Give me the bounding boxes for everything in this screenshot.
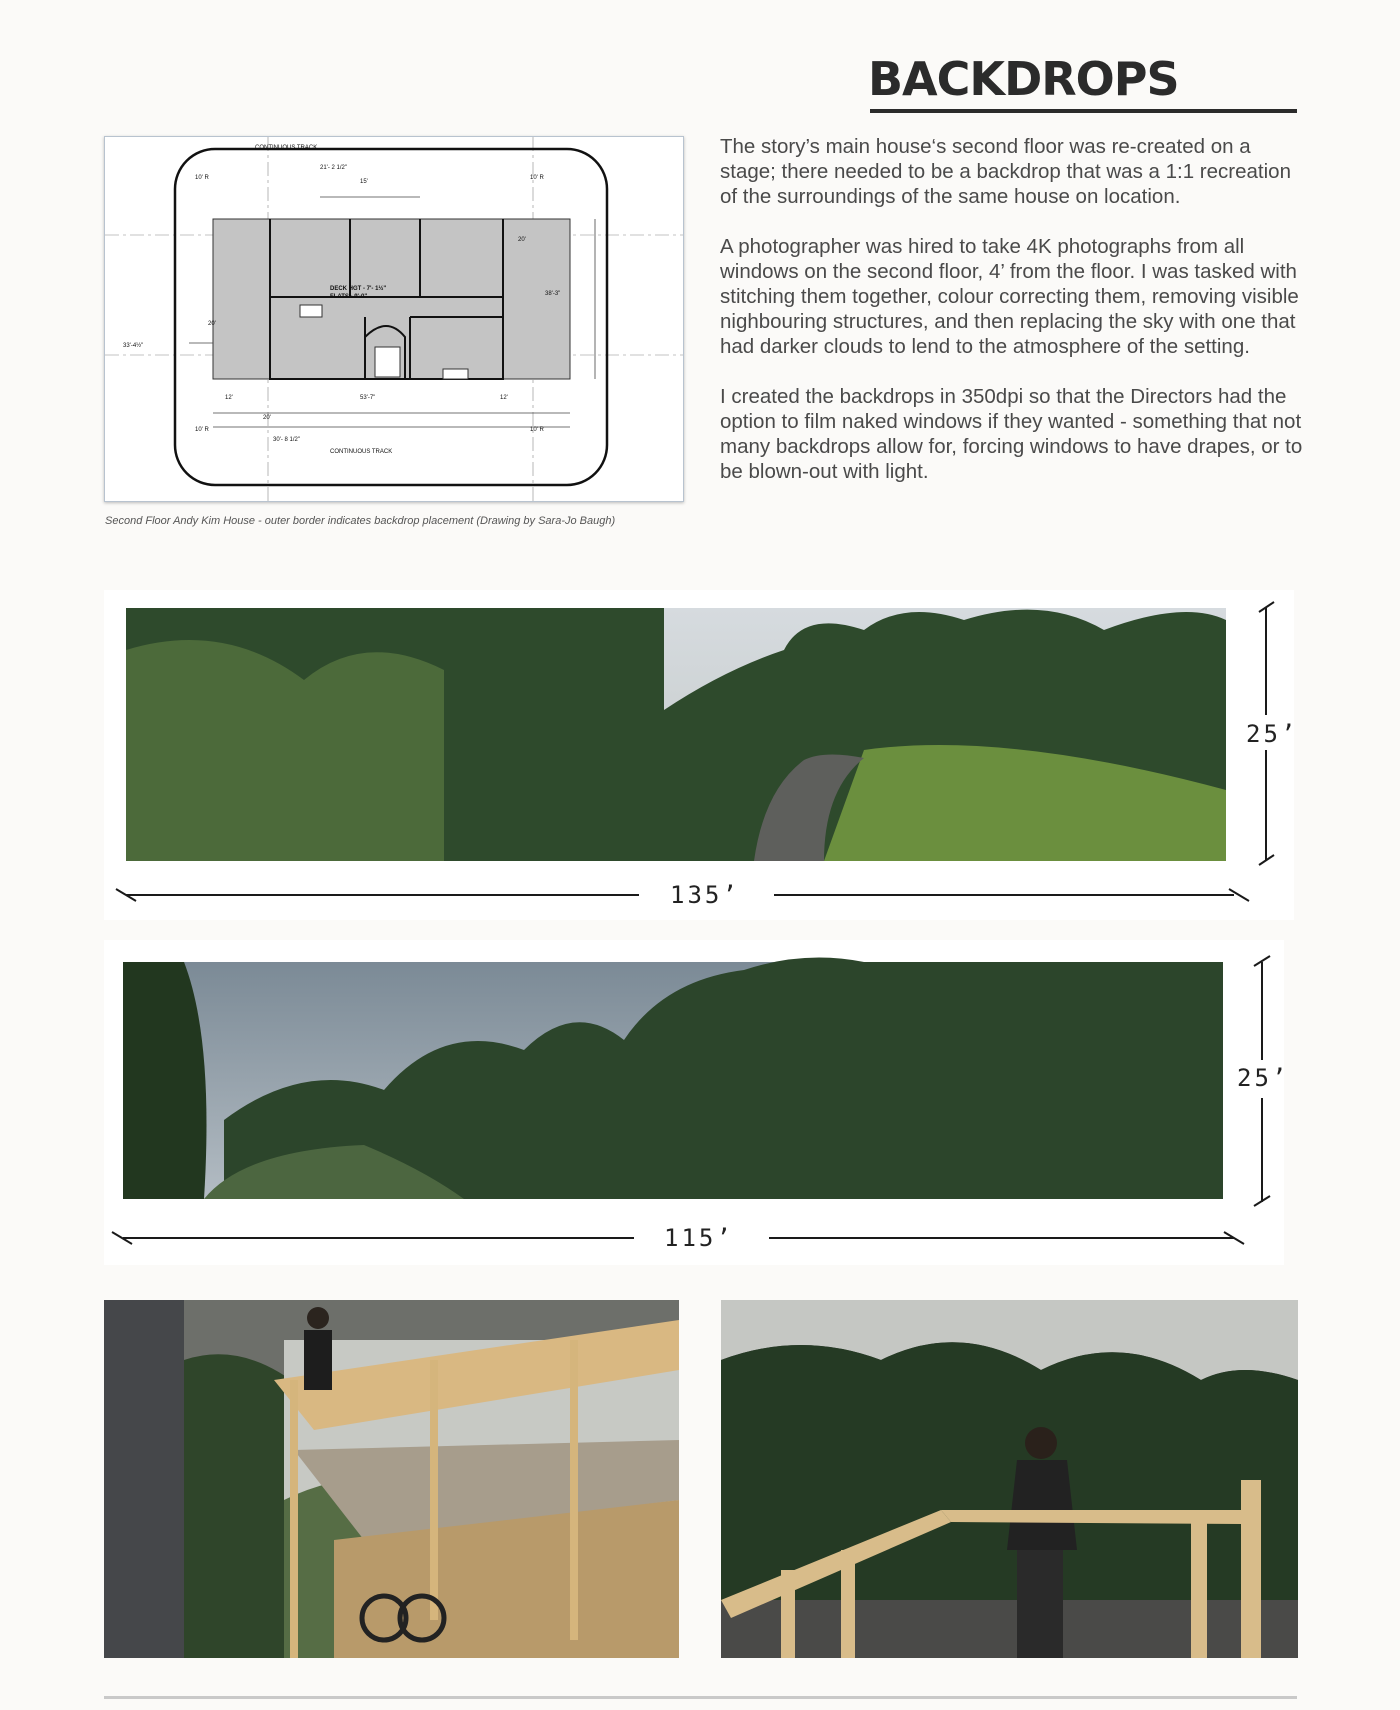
dim-right-small: 20' [518,237,526,243]
set-photo-platform-svg [721,1300,1298,1658]
backdrop-1-panel [104,590,1299,920]
radius-label-bl: 10' R [195,427,209,433]
page-title: BACKDROPS [868,52,1179,106]
backdrop-2-svg [104,940,1290,1265]
floor-plan-drawing [104,136,684,502]
title-underline [870,109,1297,113]
paragraph-3: I created the backdrops in 350dpi so that the Directors had the option to film naked windows if they wanted - something that not many backdrops allow for, forcing windows to have drapes, or to be blown-out with light. [720,385,1303,483]
dim-right: 38'-3" [545,291,561,297]
flats-height-label: FLATS - 9'-0" [330,294,368,300]
floor-plan-caption: Second Floor Andy Kim House - outer border indicates backdrop placement (Drawing by Sara-Jo Baugh) [105,515,616,527]
backdrop-2-height-label: 25’ [1237,1064,1290,1092]
dim-top: 21'- 2 1/2" [320,165,347,171]
radius-label-tl: 10' R [195,175,209,181]
track-label-bottom: CONTINUOUS TRACK [330,449,393,455]
dim-bottom-mid: 53'-7" [360,395,376,401]
body-text [720,134,1305,509]
backdrop-1-height-label: 25’ [1246,720,1299,748]
backdrop-2-left-trees [123,962,207,1199]
deck-height-label: DECK HGT - 7'- 1½" [330,286,387,292]
radius-label-br: 10' R [530,427,544,433]
backdrop-1-tree-cluster [126,640,444,861]
set-photo-platform [721,1300,1298,1658]
dim-left-small: 20' [208,321,216,327]
dim-bottom-right: 12' [500,395,508,401]
bottom-rule [104,1696,1297,1699]
set-photo-stairs [104,1300,679,1658]
backdrop-2-width-label: 115’ [664,1224,734,1252]
paragraph-2: A photographer was hired to take 4K photographs from all windows on the second floor, 4’ from the floor. I was tasked with stitching them together, colour correcting them, removing visible nighbouring structures, and then replacing the sky with one that had darker clouds to lend to the atmosphere of the setting. [720,235,1299,358]
backdrop-1-width-label: 135’ [670,881,740,909]
dim-bottom-20: 20' [263,415,271,421]
dim-bottom-30: 30'- 8 1/2" [273,437,300,443]
backdrop-2-panel [104,940,1290,1265]
dim-bottom-left: 12' [225,395,233,401]
set-photo-stairs-svg [104,1300,679,1658]
dim-left: 33'-4½" [123,343,144,349]
backdrop-1-svg [104,590,1299,920]
floor-plan-svg [105,137,683,501]
radius-label-tr: 10' R [530,175,544,181]
track-label-top: CONTINUOUS TRACK [255,145,318,151]
dim-top-2: 15' [360,179,368,185]
paragraph-1: The story’s main house‘s second floor was re-created on a stage; there needed to be a backdrop that was a 1:1 recreation of the surroundings of the same house on location. [720,135,1291,208]
